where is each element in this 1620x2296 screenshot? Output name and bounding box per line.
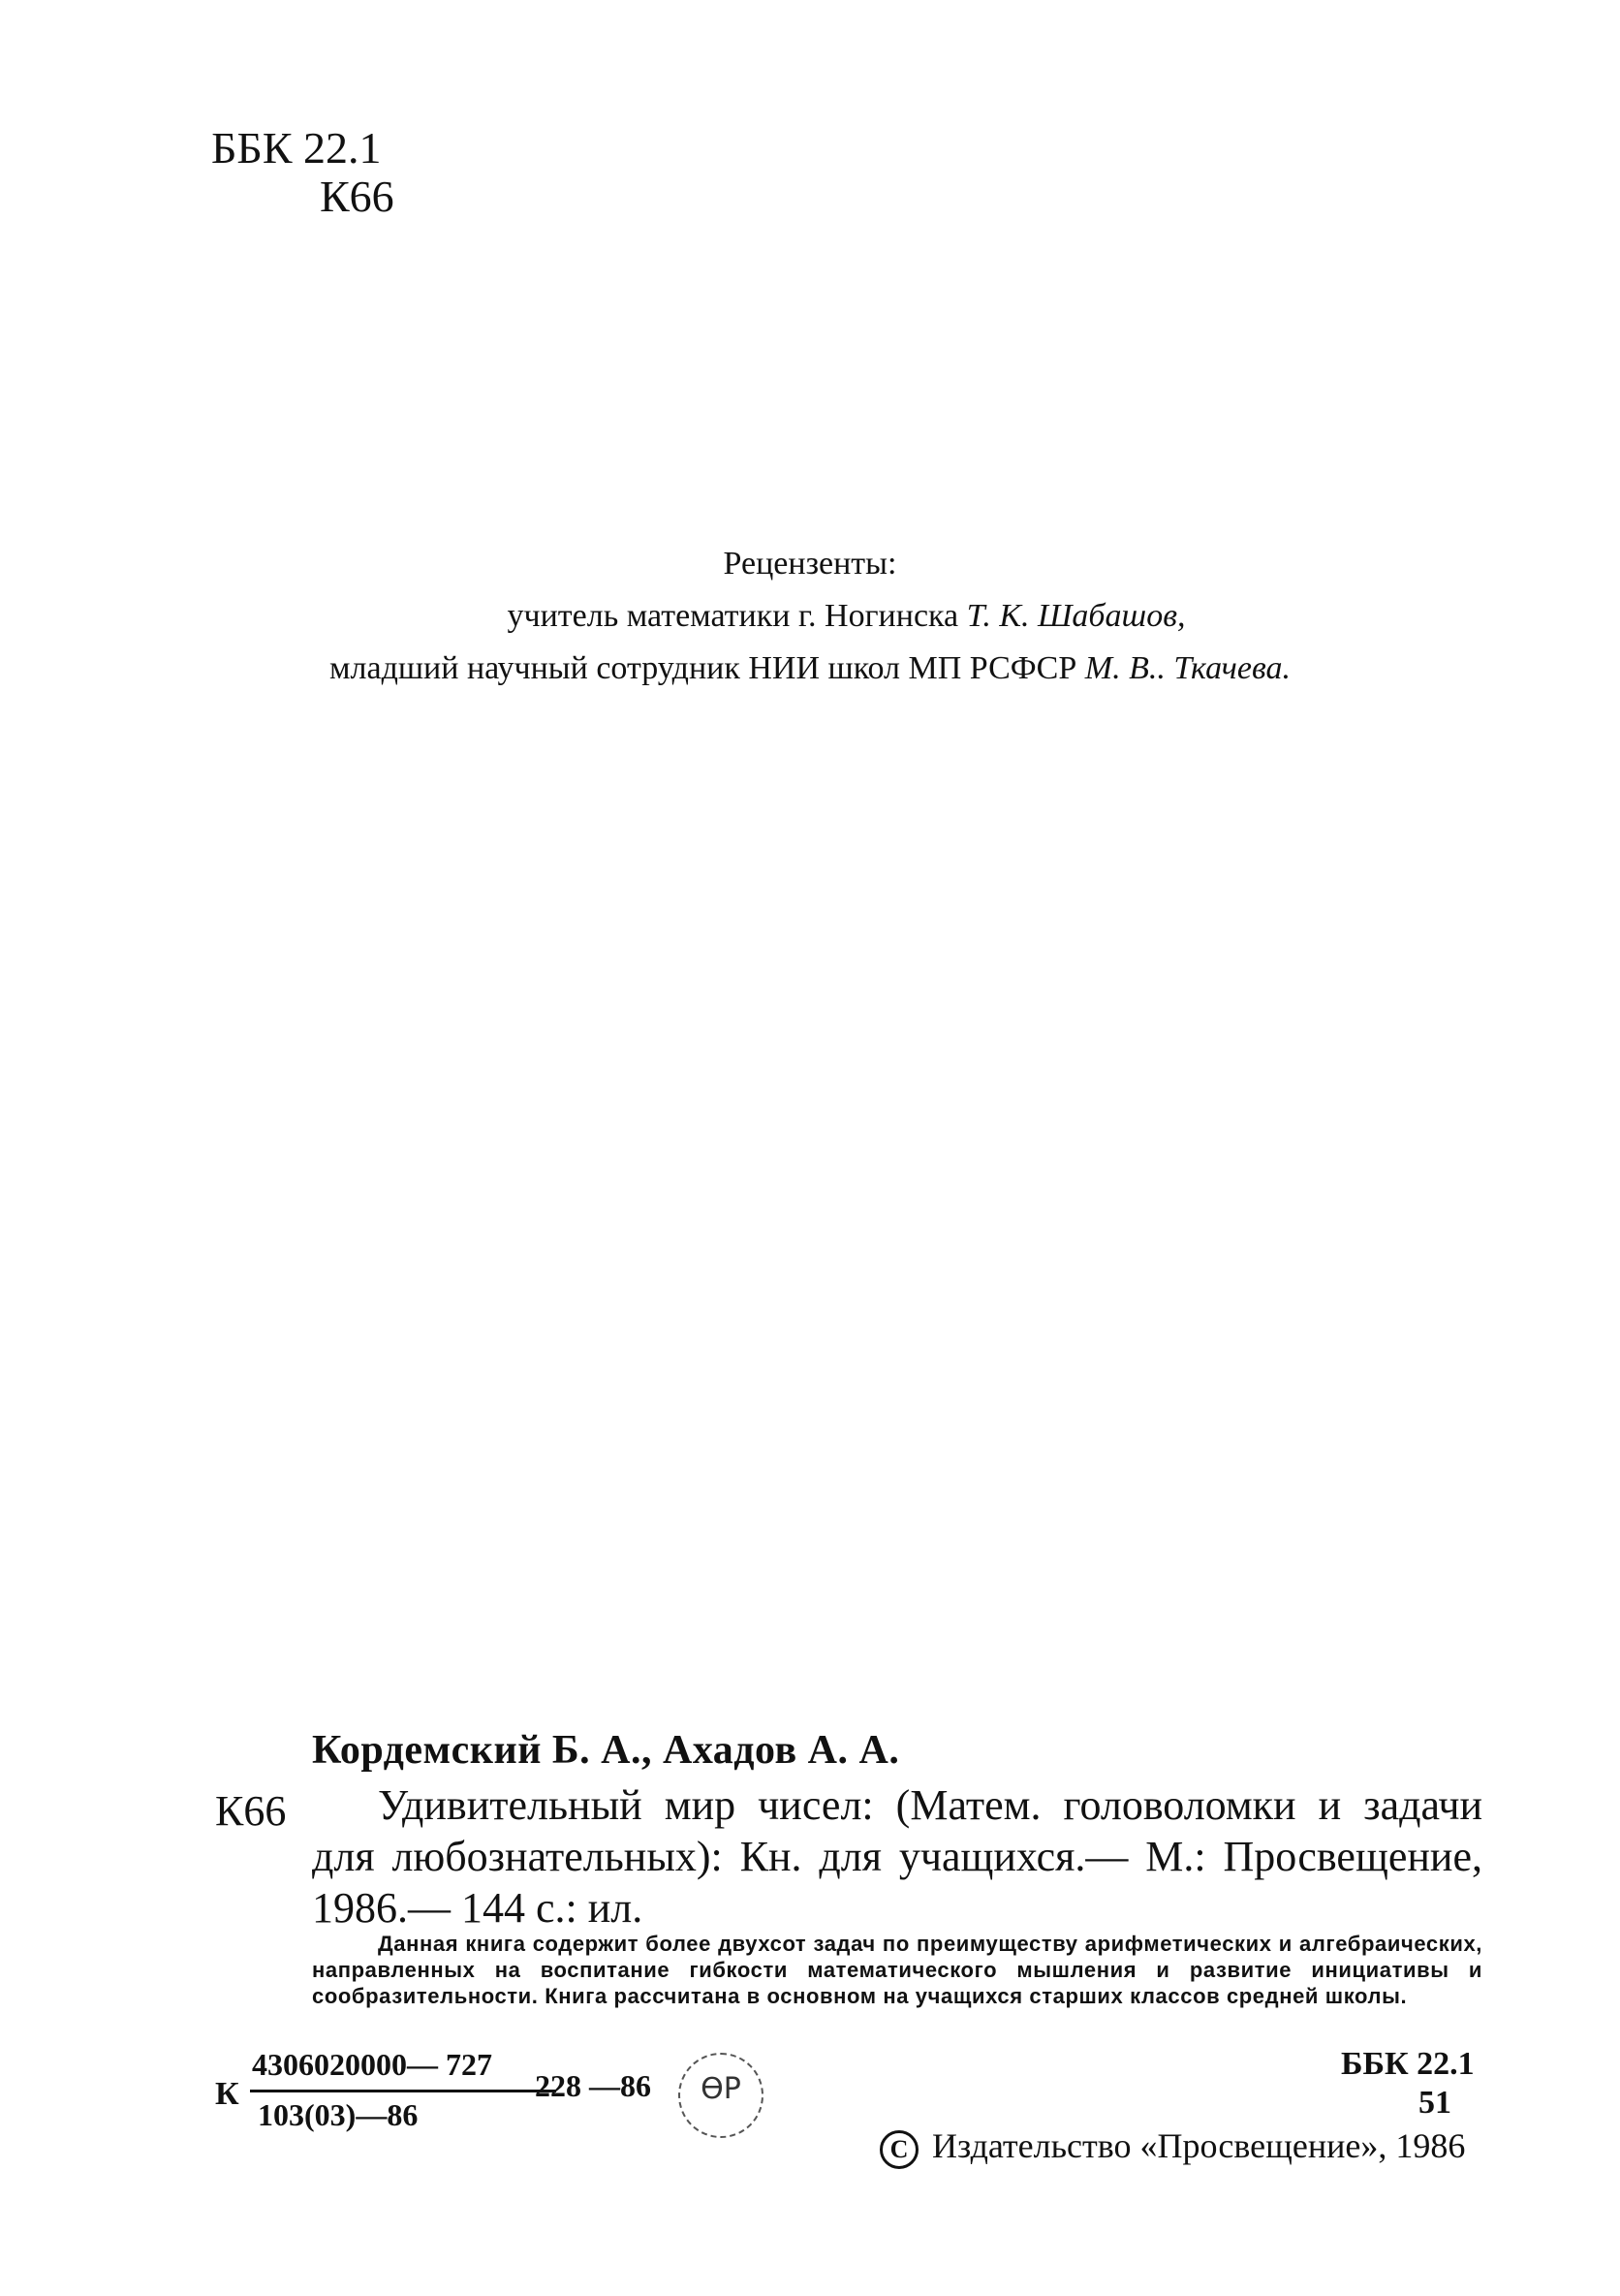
reviewers-heading: Рецензенты:: [723, 546, 897, 582]
bbk-classification-bottom: [1341, 2045, 1475, 2123]
copyright-line: [880, 2125, 1465, 2169]
stamp-label: ӨР: [701, 2072, 741, 2106]
publisher-stamp-icon: [678, 2053, 763, 2138]
bbk-bottom-index: ББК 22.1: [1341, 2046, 1475, 2082]
publication-code-numerator: 4306020000— 727: [252, 2047, 492, 2082]
catalog-description-text: Удивительный мир чисел: (Матем. головоломки и задачи для любознательных): Кн. для учащихся.— М.: Просвещение, 1986.— 144 с.: ил.: [312, 1781, 1482, 1932]
copyright-text: Издательство «Просвещение», 1986: [932, 2126, 1466, 2165]
catalog-annotation: Данная книга содержит более двухсот задач по преимуществу арифметических и алгебраических, направленных на воспитание гибкости математического мышления и развитие инициативы и сообразительности. Книга рассчитана в основном на учащихся старших классов средней школы.: [312, 1932, 1482, 2008]
publication-code-suffix: 228 —86: [535, 2068, 651, 2103]
fraction-bar: [250, 2090, 556, 2092]
bbk-bottom-number: 51: [1418, 2085, 1451, 2121]
reviewers-block: [0, 538, 1620, 695]
publication-code-denominator: 103(03)—86: [258, 2097, 419, 2132]
catalog-code: К66: [215, 1787, 287, 1835]
bbk-classification-top: [211, 124, 394, 221]
reviewer-1-name: Т. К. Шабашов,: [966, 598, 1186, 634]
reviewer-1-position: учитель математики г. Ногинска: [507, 598, 967, 634]
bbk-index: ББК 22.1: [211, 123, 382, 173]
reviewer-1: [0, 590, 1620, 643]
author-sign: К66: [320, 172, 394, 221]
catalog-description: [312, 1779, 1482, 1934]
catalog-authors: Кордемский Б. А., Ахадов А. А.: [312, 1728, 900, 1773]
reviewer-2-name: М. В.. Ткачева.: [1084, 650, 1291, 686]
reviewer-2-position: младший научный сотрудник НИИ школ МП РСФСР: [329, 650, 1085, 686]
copyright-icon: C: [880, 2130, 919, 2169]
publication-code-letter: К: [215, 2076, 239, 2112]
reviewer-2: [0, 643, 1620, 695]
